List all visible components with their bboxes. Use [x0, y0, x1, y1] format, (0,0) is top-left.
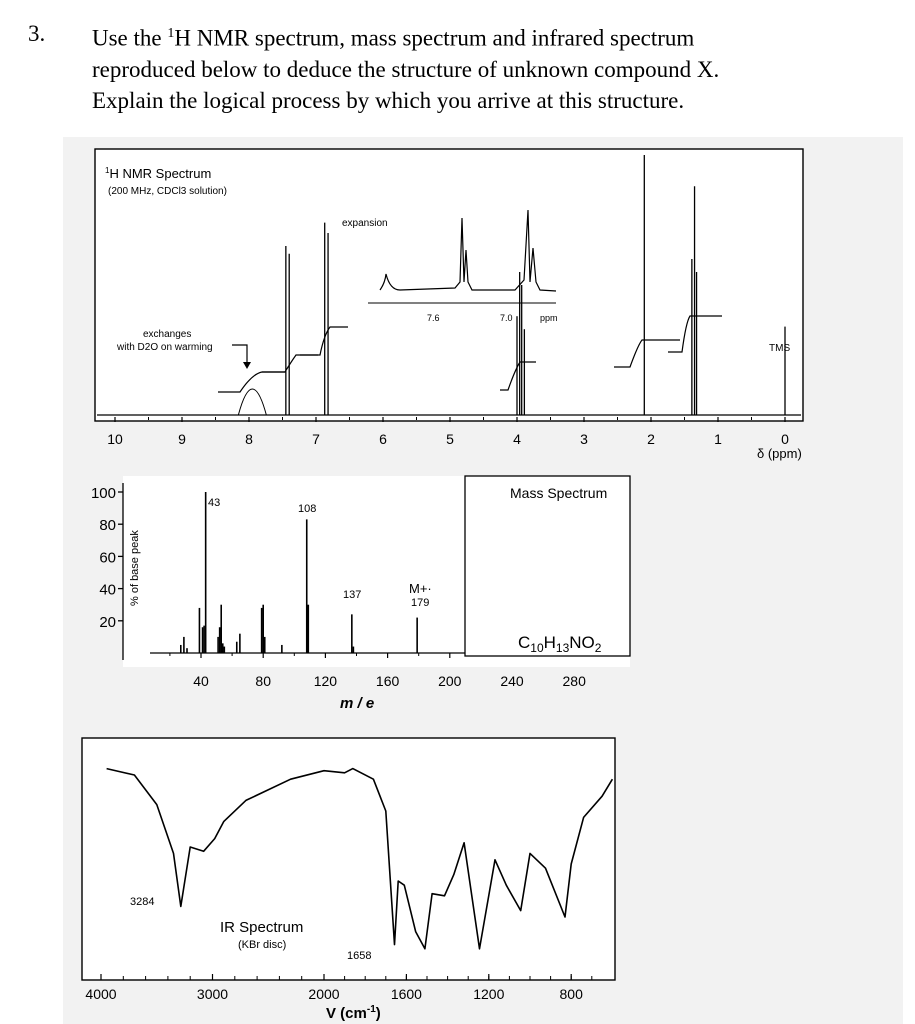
nmr-x-tick-label: 8	[245, 431, 253, 447]
ms-label-mplus: M+·	[409, 581, 432, 596]
ms-y-tick-label: 100	[90, 485, 116, 502]
ms-x-axis-label: m / e	[340, 695, 375, 712]
ir-x-tick-label: 1600	[390, 986, 422, 1002]
nmr-title	[105, 166, 211, 181]
ir-label-1658: 1658	[347, 950, 372, 962]
nmr-exchange-label-1: exchanges	[143, 329, 192, 340]
ir-title: IR Spectrum	[220, 919, 304, 936]
ms-x-tick-label: 40	[193, 673, 209, 689]
nmr-spectrum	[95, 149, 803, 461]
nmr-tms-label: TMS	[769, 343, 791, 354]
nmr-subtitle: (200 MHz, CDCl3 solution)	[108, 186, 227, 197]
ms-label-179: 179	[411, 597, 430, 609]
ms-title: Mass Spectrum	[510, 485, 608, 501]
ms-label-137: 137	[343, 589, 362, 601]
ms-y-ticks	[91, 485, 123, 631]
ir-x-tick-label: 2000	[308, 986, 340, 1002]
ms-formula-c: C	[518, 633, 531, 652]
question-line-2: reproduced below to deduce the structure of unknown compound X.	[92, 56, 720, 82]
ms-x-tick-label: 120	[313, 673, 338, 689]
nmr-expansion-label: expansion	[342, 218, 388, 229]
ms-formula-o-count: 2	[594, 641, 602, 655]
nmr-title-sup: 1	[105, 166, 110, 175]
ms-formula-no: NO	[569, 633, 595, 652]
ms-x-tick-label: 80	[255, 673, 271, 689]
question-line-1-start: Use the	[92, 25, 168, 51]
ir-x-axis-label-main: V (cm	[326, 1005, 367, 1022]
ms-x-tick-label: 200	[438, 673, 462, 689]
question-number: 3.	[28, 21, 46, 46]
ir-x-tick-label: 4000	[85, 986, 117, 1002]
ir-x-axis-label	[326, 1004, 381, 1022]
nmr-x-tick-label: 7	[312, 431, 320, 447]
ms-x-tick-label: 240	[500, 673, 524, 689]
nmr-expansion-tick-1: 7.6	[427, 313, 440, 323]
ms-y-tick-label: 60	[99, 549, 116, 567]
nmr-x-axis-label: δ (ppm)	[757, 446, 802, 461]
ms-y-tick-label: 80	[99, 517, 116, 535]
ms-label-43: 43	[208, 497, 221, 509]
nmr-expansion-tick-2: 7.0	[500, 313, 513, 323]
ir-x-tick-label: 1200	[473, 986, 505, 1002]
nmr-title-text: H NMR Spectrum	[109, 166, 212, 181]
ms-formula-h-count: 13	[555, 641, 570, 655]
ms-x-tick-label: 280	[562, 673, 586, 689]
ms-formula-h: H	[543, 633, 556, 652]
ir-x-axis-label-exp: -1	[366, 1004, 376, 1015]
ms-y-tick-label: 20	[99, 613, 116, 631]
nmr-expansion-unit: ppm	[540, 313, 558, 323]
ir-x-tick-label: 800	[559, 986, 583, 1002]
ms-y-tick-label: 40	[99, 581, 116, 599]
nmr-x-tick-label: 4	[513, 431, 521, 447]
nmr-x-tick-label: 1	[714, 431, 722, 447]
ir-subtitle: (KBr disc)	[238, 939, 287, 951]
ms-x-tick-label: 160	[375, 673, 400, 689]
ir-x-tick-label: 3000	[196, 986, 229, 1002]
nmr-x-tick-label: 6	[379, 431, 387, 447]
nmr-x-tick-label: 2	[647, 431, 655, 447]
ms-label-108: 108	[298, 503, 317, 515]
nmr-x-tick-label: 5	[446, 431, 454, 447]
mass-spectrum	[91, 476, 630, 712]
question-line-1-end: H NMR spectrum, mass spectrum and infrared spectrum	[174, 25, 695, 51]
ir-spectrum	[82, 738, 615, 1022]
nmr-x-tick-label: 9	[178, 431, 186, 447]
ms-y-axis-label: % of base peak	[129, 530, 141, 606]
nmr-x-tick-label: 3	[580, 431, 588, 447]
nmr-exchange-label-2: with D2O on warming	[117, 342, 213, 353]
question-line-1-sup: 1	[167, 26, 175, 41]
question-line-3: Explain the logical process by which you arrive at this structure.	[92, 87, 685, 113]
nmr-x-tick-label: 0	[781, 431, 789, 447]
ir-x-axis-label-close: )	[375, 1005, 381, 1022]
ir-label-3284: 3284	[130, 896, 155, 908]
ms-formula-c-count: 10	[530, 641, 544, 655]
nmr-x-tick-label: 10	[107, 431, 123, 447]
